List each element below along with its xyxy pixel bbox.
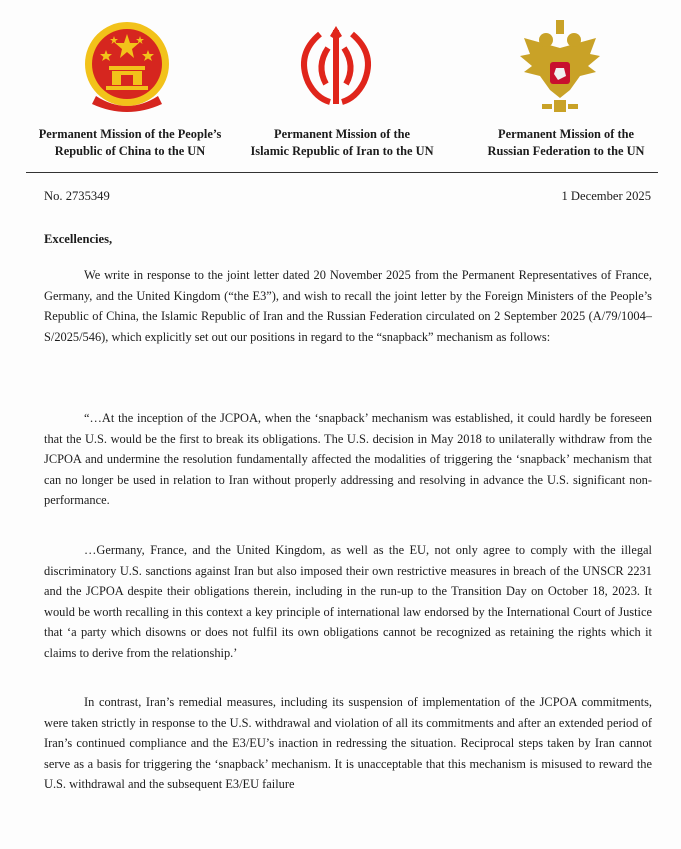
mission-russia: [466, 126, 666, 160]
mission-iran-line1: Permanent Mission of the: [274, 127, 410, 141]
china-emblem: [82, 20, 172, 112]
header-divider: [26, 172, 658, 173]
mission-china-line2: Republic of China to the UN: [54, 144, 206, 158]
paragraph-2-text: “…At the inception of the JCPOA, when the ‘snapback’ mechanism was established, it could hardly be foreseen that the U.S. would be the first to break its obligations. The U.S. decision in May 2018 to unilaterally withdraw from the JCPOA and undermine the resolution fundamentally affected the modalities of triggering the ‘snapback’ mechanism that can no longer be used in relation to Iran without properly addressing and resolving in advance the U.S. significant non-performance.: [44, 411, 652, 507]
paragraph-3-text: …Germany, France, and the United Kingdom, as well as the EU, not only agree to comply with the illegal discriminatory U.S. sanctions against Iran but also imposed their own restrictive measures in breach of the UNSCR 2231 and the JCPOA despite their obligations therein, including in the run-up to the Transition Day on October 18, 2023. It would be worth recalling in this context a key principle of international law endorsed by the International Court of Justice that ‘a party which disowns or does not fulfil its own obligations cannot be recognized as retaining the rights which it claims to derive from the relationship.’: [44, 543, 652, 660]
salutation: Excellencies,: [44, 232, 113, 246]
russia-emblem: [514, 18, 606, 118]
mission-russia-line1: Permanent Mission of the: [498, 127, 634, 141]
paragraph-4-text: In contrast, Iran’s remedial measures, including its suspension of implementation of the JCPOA commitments, were taken strictly in response to the U.S. withdrawal and violation of all its commitments and after an extended period of Iran’s continued compliance and the E3/EU’s inaction in redressing the situation. Reciprocal steps taken by Iran cannot serve as a basis for triggering the ‘snapback’ mechanism. It is unacceptable that this mechanism is misused to reward the U.S. withdrawal and the subsequent E3/EU failure: [44, 695, 652, 791]
paragraph-1-text: We write in response to the joint letter dated 20 November 2025 from the Permanent Representatives of France, Germany, and the United Kingdom (“the E3”), and wish to recall the joint letter by the Foreign Ministers of the People’s Republic of China, the Islamic Republic of Iran and the Russian Federation circulated on 2 September 2025 (A/79/1004–S/2025/546), which explicitly set out our positions in regard to the “snapback” mechanism as follows:: [44, 268, 652, 344]
paragraph-2: [44, 408, 652, 511]
paragraph-3: [44, 540, 652, 663]
mission-china-line1: Permanent Mission of the People’s: [38, 127, 222, 141]
letter-date: 1 December 2025: [561, 189, 651, 203]
reference-number: No. 2735349: [44, 189, 110, 203]
mission-russia-line2: Russian Federation to the UN: [487, 144, 645, 158]
iran-emblem: [290, 22, 382, 110]
paragraph-4: [44, 692, 652, 795]
paragraph-1: [44, 265, 652, 347]
mission-china: [30, 126, 230, 160]
mission-iran: [232, 126, 452, 160]
mission-iran-line2: Islamic Republic of Iran to the UN: [250, 144, 434, 158]
